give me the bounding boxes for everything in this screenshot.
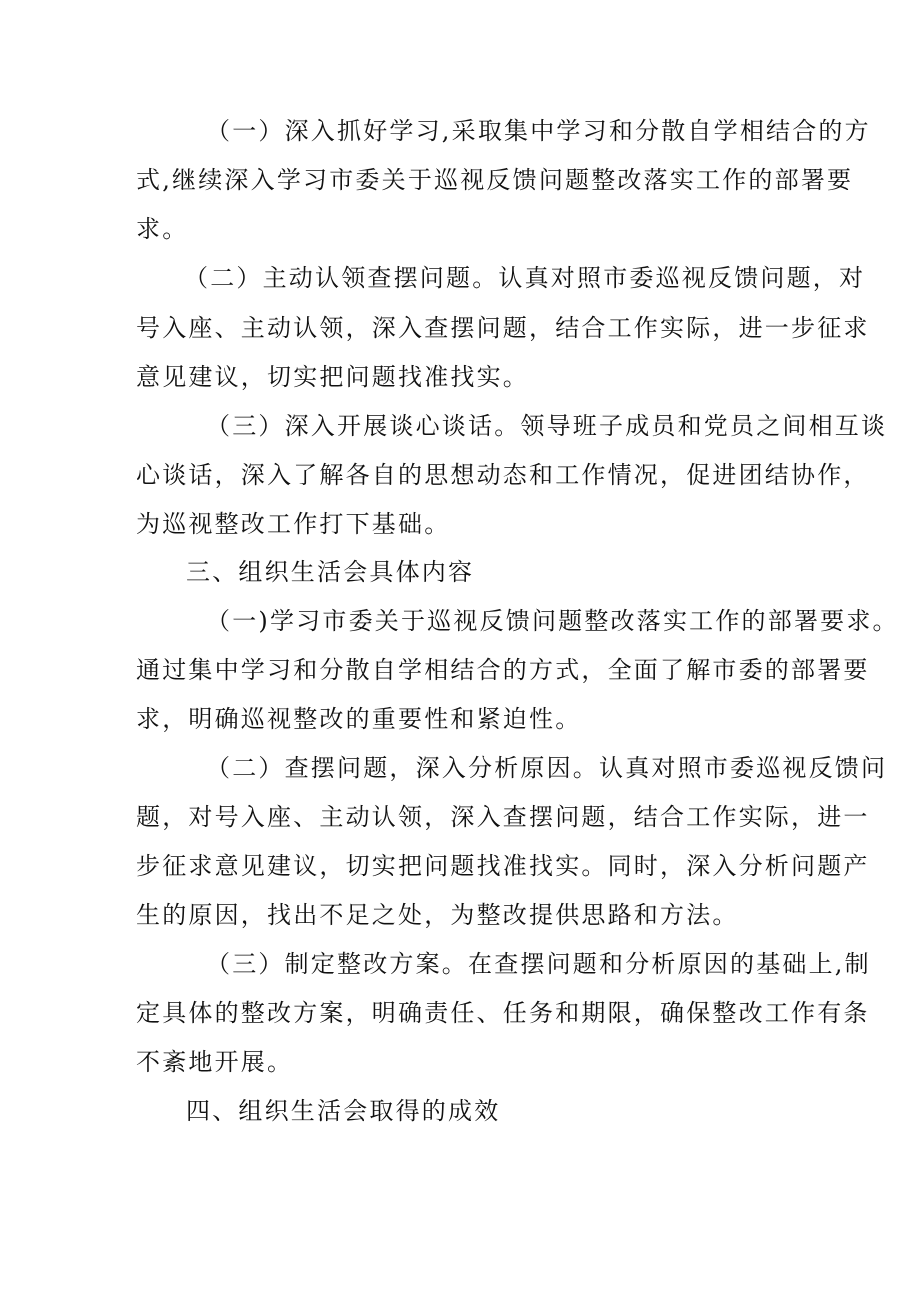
paragraph-line: 式,继续深入学习市委关于巡视反馈问题整改落实工作的部署要: [136, 166, 854, 194]
section-heading: 三、组织生活会具体内容: [186, 558, 475, 586]
paragraph-line: 求。: [136, 215, 189, 243]
paragraph-line: 不紊地开展。: [136, 1048, 294, 1076]
paragraph-line: （一）深入抓好学习,采取集中学习和分散自学相结合的方: [206, 117, 871, 145]
paragraph-line: 心谈话，深入了解各自的思想动态和工作情况，促进团结协作，: [136, 461, 870, 489]
paragraph-line: （一)学习市委关于巡视反馈问题整改落实工作的部署要求。: [206, 607, 899, 635]
paragraph-line: （三）制定整改方案。在查摆问题和分析原因的基础上,制: [206, 950, 871, 978]
section-heading: 四、组织生活会取得的成效: [186, 1097, 501, 1125]
paragraph-line: 通过集中学习和分散自学相结合的方式，全面了解市委的部署要: [136, 656, 870, 684]
paragraph-line: （三）深入开展谈心谈话。领导班子成员和党员之间相互谈: [206, 412, 888, 440]
paragraph-line: 题，对号入座、主动认领，深入查摆问题，结合工作实际，进一: [136, 803, 870, 831]
paragraph-line: 意见建议，切实把问题找准找实。: [136, 363, 529, 391]
paragraph-line: 生的原因，找出不足之处，为整改提供思路和方法。: [136, 901, 739, 929]
paragraph-line: 定具体的整改方案，明确责任、任务和期限，确保整改工作有条: [136, 999, 870, 1027]
paragraph-line: 号入座、主动认领，深入查摆问题，结合工作实际，进一步征求: [136, 314, 870, 342]
paragraph-line: （二）主动认领查摆问题。认真对照市委巡视反馈问题，对: [184, 264, 866, 292]
paragraph-line: 求，明确巡视整改的重要性和紧迫性。: [136, 705, 582, 733]
paragraph-line: （二）查摆问题，深入分析原因。认真对照市委巡视反馈问: [206, 754, 888, 782]
paragraph-line: 步征求意见建议，切实把问题找准找实。同时，深入分析问题产: [136, 852, 870, 880]
paragraph-line: 为巡视整改工作打下基础。: [136, 510, 451, 538]
